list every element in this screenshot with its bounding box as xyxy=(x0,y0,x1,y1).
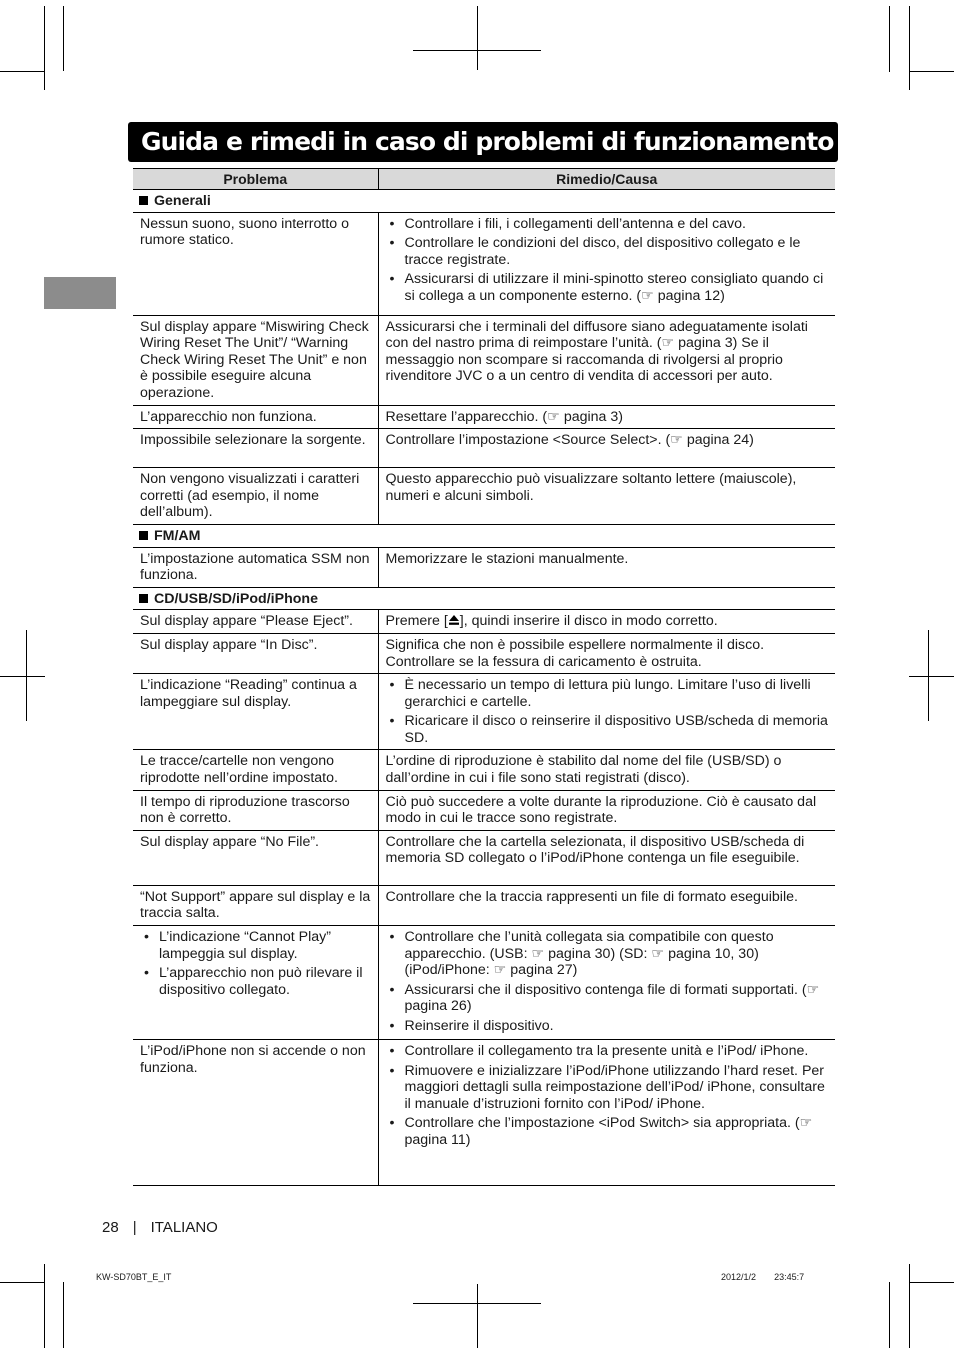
remedy-cell: Significa che non è possibile espellere normalmente il disco. Controllare se la fessura di caricamento è ostruita. xyxy=(378,633,835,673)
table-row xyxy=(133,405,835,429)
table-row xyxy=(133,750,835,790)
table-row xyxy=(133,790,835,830)
remedy-cell: Resettare l’apparecchio. (☞ pagina 3) xyxy=(378,405,835,429)
section-header-general xyxy=(133,190,835,213)
table-row xyxy=(133,212,835,315)
table-row xyxy=(133,429,835,468)
square-bullet-icon xyxy=(139,196,148,205)
problem-cell: Sul display appare “Miswiring Check Wiring Reset The Unit”/ “Warning Check Wiring Reset The Unit” e non è possibile eseguire alcuna operazione. xyxy=(133,315,378,405)
section-title: Generali xyxy=(154,193,211,209)
table-row xyxy=(133,633,835,673)
title-bar xyxy=(128,122,838,162)
table-row xyxy=(133,885,835,925)
square-bullet-icon xyxy=(139,531,148,540)
remedy-cell: Assicurarsi che i terminali del diffusore siano adeguatamente isolati con del nastro prima di reimpostare l’unità. (☞ pagina 3) Se il messaggio non scompare si raccomanda di rivolgersi al proprio rivenditore JVC o a un centro di vendita di accessori per auto. xyxy=(378,315,835,405)
problem-cell: Il tempo di riproduzione trascorso non è corretto. xyxy=(133,790,378,830)
remedy-cell xyxy=(378,674,835,750)
problem-cell: L’indicazione “Reading” continua a lampeggiare sul display. xyxy=(133,674,378,750)
table-row xyxy=(133,468,835,525)
remedy-cell xyxy=(378,926,835,1040)
table-row xyxy=(133,547,835,587)
remedy-bullet: • Controllare il collegamento tra la presente unità e l’iPod/ iPhone. xyxy=(386,1043,830,1060)
remedy-bullet: • Controllare che l’unità collegata sia compatibile con questo apparecchio. (USB: ☞ pagina 30) (SD: ☞ pagina 10, 30) (iPod/iPhone: ☞ pagina 27) xyxy=(386,929,830,979)
remedy-bullet: • Reinserire il dispositivo. xyxy=(386,1018,830,1035)
problem-cell xyxy=(133,926,378,1040)
square-bullet-icon xyxy=(139,594,148,603)
page-number: 28 xyxy=(102,1219,119,1236)
header-remedy: Rimedio/Causa xyxy=(378,169,835,190)
footer-separator: | xyxy=(132,1219,137,1236)
remedy-bullet: • Ricaricare il disco o reinserire il dispositivo USB/scheda di memoria SD. xyxy=(386,713,830,746)
remedy-cell: Controllare che la cartella selezionata, il dispositivo USB/scheda di memoria SD collegato o l’iPod/iPhone contenga un file eseguibile. xyxy=(378,830,835,885)
print-time: 23:45:7 xyxy=(774,1272,805,1282)
remedy-cell: Memorizzare le stazioni manualmente. xyxy=(378,547,835,587)
table-row xyxy=(133,674,835,750)
section-title: FM/AM xyxy=(154,527,201,544)
problem-cell: Sul display appare “Please Eject”. xyxy=(133,610,378,634)
table-row xyxy=(133,926,835,1040)
problem-cell: Non vengono visualizzati i caratteri corretti (ad esempio, il nome dell’album). xyxy=(133,468,378,525)
problem-cell: “Not Support” appare sul display e la traccia salta. xyxy=(133,885,378,925)
remedy-bullet: • Controllare i fili, i collegamenti dell’antenna e del cavo. xyxy=(386,216,830,233)
remedy-cell: Controllare che la traccia rappresenti un file di formato eseguibile. xyxy=(378,885,835,925)
language-label: ITALIANO xyxy=(150,1219,218,1236)
remedy-cell: Ciò può succedere a volte durante la riproduzione. Ciò è causato dal modo in cui le tracce sono registrate. xyxy=(378,790,835,830)
problem-cell: L’iPod/iPhone non si accende o non funziona. xyxy=(133,1040,378,1186)
table-row xyxy=(133,315,835,405)
problem-bullet: • L’apparecchio non può rilevare il dispositivo collegato. xyxy=(140,965,372,998)
problem-cell: L’impostazione automatica SSM non funziona. xyxy=(133,547,378,587)
remedy-cell xyxy=(378,1040,835,1186)
remedy-bullet: • Controllare le condizioni del disco, del dispositivo collegato e le tracce registrate. xyxy=(386,235,830,268)
remedy-bullet: • Assicurarsi che il dispositivo contenga file di formati supportati. (☞ pagina 26) xyxy=(386,982,830,1015)
remedy-bullet: • È necessario un tempo di lettura più lungo. Limitare l’uso di livelli gerarchici e cartelle. xyxy=(386,677,830,710)
document-code: KW-SD70BT_E_IT xyxy=(96,1272,172,1282)
table-row xyxy=(133,1040,835,1186)
header-problem: Problema xyxy=(133,169,378,190)
problem-cell: L’apparecchio non funziona. xyxy=(133,405,378,429)
section-title: CD/USB/SD/iPod/iPhone xyxy=(154,590,318,607)
problem-cell: Nessun suono, suono interrotto o rumore statico. xyxy=(133,212,378,315)
remedy-cell: Controllare l’impostazione <Source Select>. (☞ pagina 24) xyxy=(378,429,835,468)
problem-cell: Sul display appare “In Disc”. xyxy=(133,633,378,673)
remedy-cell: L’ordine di riproduzione è stabilito dal nome del file (USB/SD) o dall’ordine in cui i file sono stati registrati (disco). xyxy=(378,750,835,790)
remedy-bullet: • Rimuovere e inizializzare l’iPod/iPhone utilizzando l’hard reset. Per maggiori dettagli sulla reimpostazione dell’iPod/ iPhone, consultare il manuale d’istruzioni fornito con l’iPod/ iPhone. xyxy=(386,1063,830,1113)
remedy-cell xyxy=(378,212,835,315)
page-title: Guida e rimedi in caso di problemi di funzionamento xyxy=(141,127,834,156)
problem-bullet: • L’indicazione “Cannot Play” lampeggia sul display. xyxy=(140,929,372,962)
print-date: 2012/1/2 xyxy=(721,1272,757,1282)
table-header-row xyxy=(133,169,835,190)
print-timestamp xyxy=(721,1272,804,1282)
remedy-cell: Questo apparecchio può visualizzare soltanto lettere (maiuscole), numeri e alcuni simboli. xyxy=(378,468,835,525)
problem-cell: Sul display appare “No File”. xyxy=(133,830,378,885)
page-footer xyxy=(102,1219,218,1236)
table-row xyxy=(133,610,835,634)
remedy-cell: Premere [ ], quindi inserire il disco in modo corretto. xyxy=(378,610,835,634)
section-tab-marker xyxy=(44,277,116,309)
remedy-bullet: • Controllare che l’impostazione <iPod Switch> sia appropriata. (☞ pagina 11) xyxy=(386,1115,830,1148)
problem-cell: Impossibile selezionare la sorgente. xyxy=(133,429,378,468)
eject-icon xyxy=(448,614,460,626)
remedy-bullet: • Assicurarsi di utilizzare il mini-spinotto stereo consigliato quando ci si collega a un componente esterno. (☞ pagina 12) xyxy=(386,271,830,304)
section-header-fmam xyxy=(133,524,835,547)
problem-cell: Le tracce/cartelle non vengono riprodotte nell’ordine impostato. xyxy=(133,750,378,790)
table-row xyxy=(133,830,835,885)
section-header-media xyxy=(133,587,835,610)
troubleshooting-table xyxy=(133,168,835,1186)
